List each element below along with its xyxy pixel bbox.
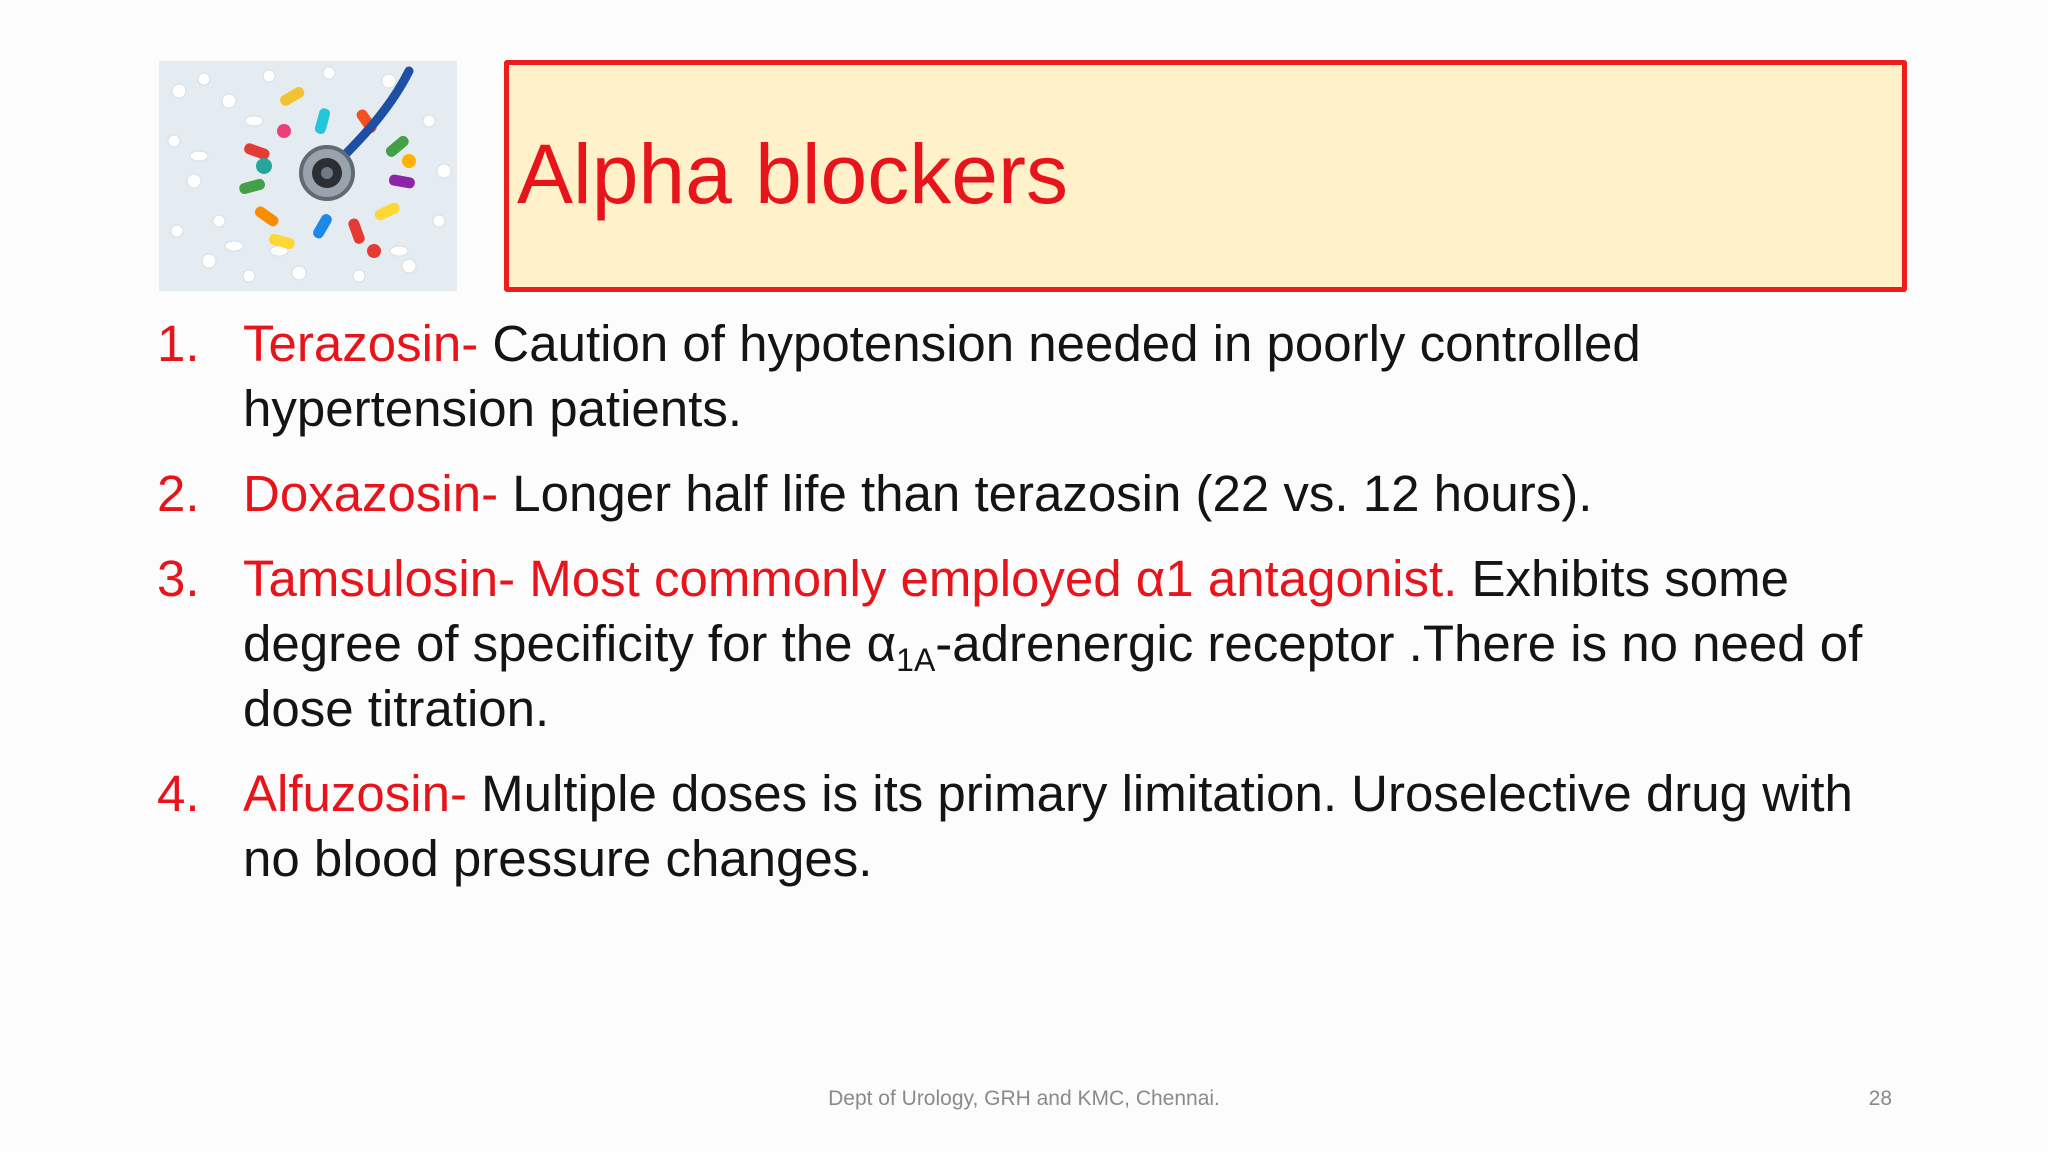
list-item-number: 4. xyxy=(157,765,200,822)
list-item-number: 3. xyxy=(157,550,200,607)
list-item xyxy=(155,761,1915,891)
highlighted-statement: Most commonly employed α1 antagonist. xyxy=(515,550,1458,607)
drug-description: Longer half life than terazosin (22 vs. 12 hours). xyxy=(498,465,1593,522)
drug-description: Caution of hypotension needed in poorly controlled hypertension patients. xyxy=(243,315,1641,437)
list-item-number: 2. xyxy=(157,465,200,522)
drug-description: Exhibits some degree of specificity for the α xyxy=(243,550,1789,672)
pills-and-stethoscope-icon xyxy=(159,61,457,291)
list-item-number: 1. xyxy=(157,315,200,372)
drug-name: Tamsulosin- xyxy=(243,550,516,607)
list-item xyxy=(155,461,1915,526)
list-item xyxy=(155,546,1915,741)
drug-name: Alfuzosin- xyxy=(243,765,467,822)
footer-text: Dept of Urology, GRH and KMC, Chennai. xyxy=(828,1087,1220,1110)
page-number: 28 xyxy=(1868,1087,1892,1110)
slide-title: Alpha blockers xyxy=(517,127,1068,221)
drug-name: Terazosin- xyxy=(243,315,479,372)
drug-description: Multiple doses is its primary limitation. Uroselective drug with no blood pressure changes. xyxy=(243,765,1853,887)
drug-name: Doxazosin- xyxy=(243,465,499,522)
receptor-subscript: 1A xyxy=(896,642,936,678)
drug-list xyxy=(155,311,1915,911)
drug-description-continued: -adrenergic receptor .There is no need of dose titration. xyxy=(243,615,1863,737)
list-item xyxy=(155,311,1915,441)
